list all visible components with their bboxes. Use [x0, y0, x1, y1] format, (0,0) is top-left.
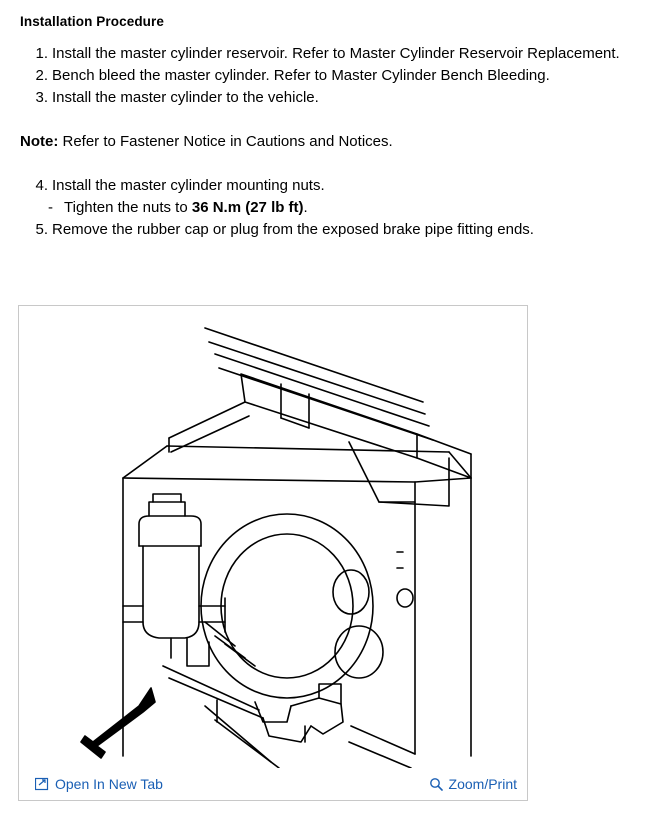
- note-label: Note:: [20, 133, 59, 150]
- step-number: 2.: [35, 67, 48, 84]
- list-item: [18, 219, 648, 241]
- page-title: Installation Procedure: [20, 14, 164, 29]
- procedure-step-list-top: [18, 43, 648, 109]
- list-item: [18, 43, 648, 65]
- figure-illustration: [19, 306, 527, 768]
- substep-dash: -: [48, 199, 53, 216]
- note-text: Refer to Fastener Notice in Cautions and Notices.: [58, 133, 393, 150]
- substep-suffix: .: [303, 199, 308, 216]
- magnifier-icon: [429, 777, 443, 791]
- page-left-margin: [0, 0, 3, 813]
- open-in-new-tab-link[interactable]: [35, 776, 163, 792]
- list-item: [18, 87, 648, 109]
- step-number: 1.: [35, 45, 48, 62]
- new-tab-icon: [35, 777, 49, 791]
- step-number: 5.: [35, 221, 48, 238]
- list-item: [18, 65, 648, 87]
- open-in-new-tab-label: Open In New Tab: [55, 776, 163, 792]
- step-text: Install the master cylinder mounting nuts.: [52, 177, 325, 194]
- step-number: 3.: [35, 89, 48, 106]
- torque-substep: [18, 197, 648, 219]
- procedure-step-list-bottom: [18, 175, 648, 197]
- step-text: Install the master cylinder to the vehicle.: [52, 89, 319, 106]
- procedure-step-list-last: [18, 219, 648, 241]
- fastener-notice-note: [20, 131, 648, 153]
- torque-value: 36 N.m (27 lb ft): [191, 199, 304, 216]
- master-cylinder-diagram-icon: [19, 306, 527, 768]
- list-item: [18, 175, 648, 197]
- figure-container: [18, 305, 528, 801]
- zoom-print-link[interactable]: [429, 776, 517, 792]
- step-text: Remove the rubber cap or plug from the exposed brake pipe fitting ends.: [52, 221, 534, 238]
- step-text: Install the master cylinder reservoir. Refer to Master Cylinder Reservoir Replacement.: [52, 45, 620, 62]
- step-text: Bench bleed the master cylinder. Refer to Master Cylinder Bench Bleeding.: [52, 67, 550, 84]
- substep-prefix: Tighten the nuts to: [64, 199, 192, 216]
- zoom-print-label: Zoom/Print: [448, 776, 517, 792]
- step-number: 4.: [35, 177, 48, 194]
- figure-toolbar: [19, 768, 527, 800]
